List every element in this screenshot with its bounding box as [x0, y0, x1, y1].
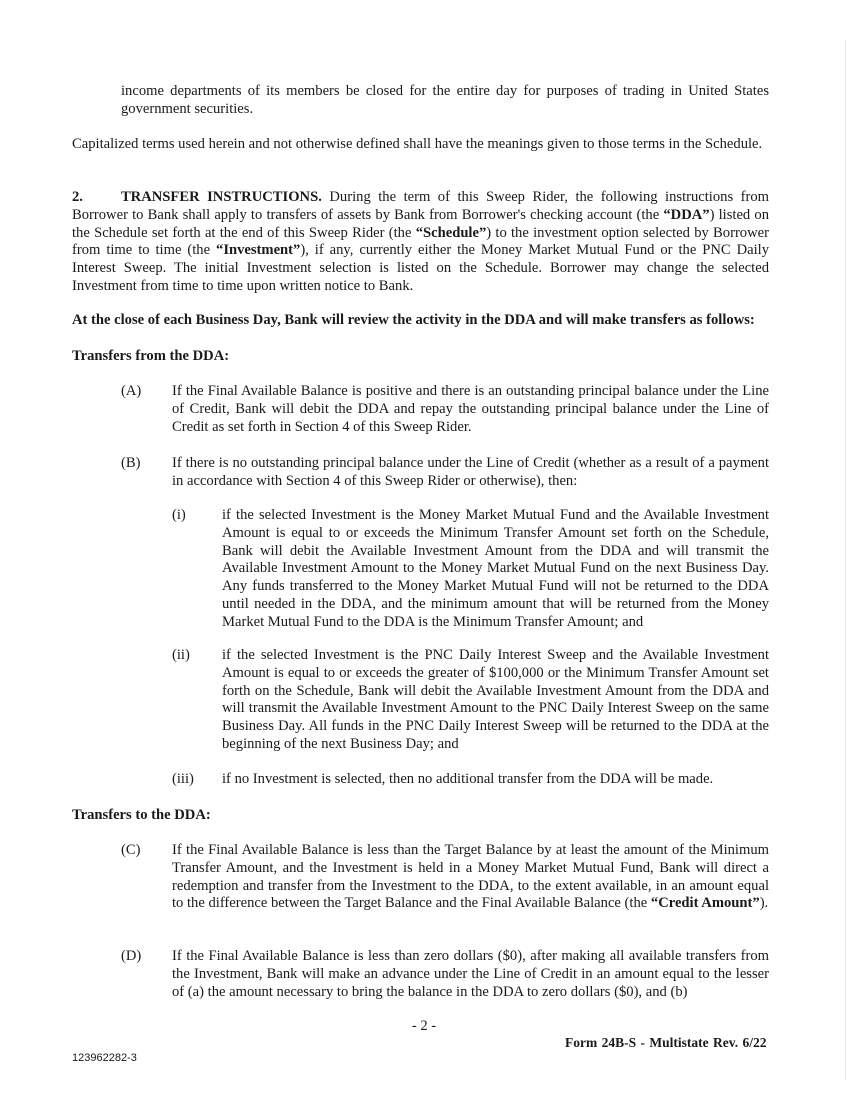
item-c-label: (C): [121, 842, 141, 858]
item-i-text: if the selected Investment is the Money Market Mutual Fund and the Available Investment Amount is equal to or exceeds the Minimum Transfer Amount set forth on the Schedule, Bank will debit the Available Investment Amount from the DDA and will transmit the Available Investment Amount to the Money Market Mutual Fund on the next Business Day. Any funds transferred to the Money Market Mutual Fund will not be returned to the DDA until needed in the DDA, and the minimum amount that will be returned from the Money Market Mutual Fund to the DDA is the Minimum Transfer Amount; and: [222, 507, 769, 630]
capitalized-terms-paragraph: Capitalized terms used herein and not otherwise defined shall have the meanings given to those terms in the Schedule.: [72, 136, 763, 152]
item-ii-text: if the selected Investment is the PNC Daily Interest Sweep and the Available Investment Amount is equal to or exceeds the greater of $100,000 or the Minimum Transfer Amount set forth on the Schedule, Bank will debit the Available Investment Amount from the DDA and will transmit the Available Investment Amount to the PNC Daily Interest Sweep on the same Business Day. All funds in the PNC Daily Interest Sweep will be returned to the DDA at the beginning of the next Business Day; and: [222, 647, 769, 752]
transfers-from-heading: Transfers from the DDA:: [72, 348, 230, 364]
item-c-end: ).: [759, 895, 769, 912]
item-d-text: If the Final Available Balance is less than zero dollars ($0), after making all available transfers from the Investment, Bank will make an advance under the Line of Credit in an amount equal to the lesser of (a) the amount necessary to bring the balance in the DDA to zero dollars ($0), and (b): [172, 948, 769, 1000]
section-2-number: 2.: [72, 189, 83, 205]
page-number: - 2 -: [411, 1018, 437, 1034]
dda-term: “DDA”: [663, 206, 710, 223]
item-c-text: [172, 842, 769, 913]
item-b-text: If there is no outstanding principal balance under the Line of Credit (whether as a result of a payment in accordance with Section 4 of this Sweep Rider or otherwise), then:: [172, 455, 769, 489]
section-2-text-d: ), if any, currently either the Money Market Mutual Fund or the PNC Daily Interest Sweep. The initial Investment selection is listed on the Schedule. Borrower may change the selected Investment from time to time upon written notice to Bank.: [72, 242, 769, 294]
item-i-label: (i): [172, 507, 186, 523]
item-iii-label: (iii): [172, 771, 194, 787]
section-2-text-c: ) to the investment option selected by Borrower from time to time (the: [72, 224, 769, 259]
section-2-paragraph: [72, 189, 769, 296]
item-ii-label: (ii): [172, 647, 190, 663]
schedule-term: “Schedule”: [415, 224, 487, 241]
section-2-text-b: ) listed on the Schedule set forth at the end of this Sweep Rider (the: [72, 206, 769, 241]
document-number: 123962282-3: [72, 1052, 137, 1064]
item-d-label: (D): [121, 948, 142, 964]
item-c-body: If the Final Available Balance is less than the Target Balance by at least the amount of the Minimum Transfer Amount, and the Investment is held in a Money Market Mutual Fund, Bank will direct a redemption and transfer from the Investment to the DDA, to the extent available, in an amount equal to the difference between the Target Balance and the Final Available Balance (the: [172, 842, 769, 912]
item-a-text: If the Final Available Balance is positive and there is an outstanding principal balance under the Line of Credit, Bank will debit the DDA and repay the outstanding principal balance under the Line of Credit as set forth in Section 4 of this Sweep Rider.: [172, 383, 769, 435]
form-identifier: Form 24B-S - Multistate Rev. 6/22: [565, 1035, 767, 1050]
item-iii-text: if no Investment is selected, then no additional transfer from the DDA will be made.: [222, 771, 714, 787]
credit-amount-term: “Credit Amount”: [650, 895, 760, 912]
section-2-title: TRANSFER INSTRUCTIONS.: [120, 189, 322, 205]
section-2-text-a: During the term of this Sweep Rider, the following instructions from Borrower to Bank shall apply to transfers of assets by Bank from Borrower's checking account (the: [72, 189, 770, 223]
investment-term: “Investment”: [216, 242, 301, 259]
item-b-label: (B): [121, 455, 141, 471]
intro-continued-paragraph: income departments of its members be closed for the entire day for purposes of trading in United States government securities.: [121, 83, 769, 117]
item-a-label: (A): [121, 383, 142, 399]
transfers-to-heading: Transfers to the DDA:: [72, 807, 211, 823]
scan-edge-line: [845, 40, 846, 1080]
close-of-day-heading: At the close of each Business Day, Bank will review the activity in the DDA and will make transfers as follows:: [72, 312, 755, 328]
